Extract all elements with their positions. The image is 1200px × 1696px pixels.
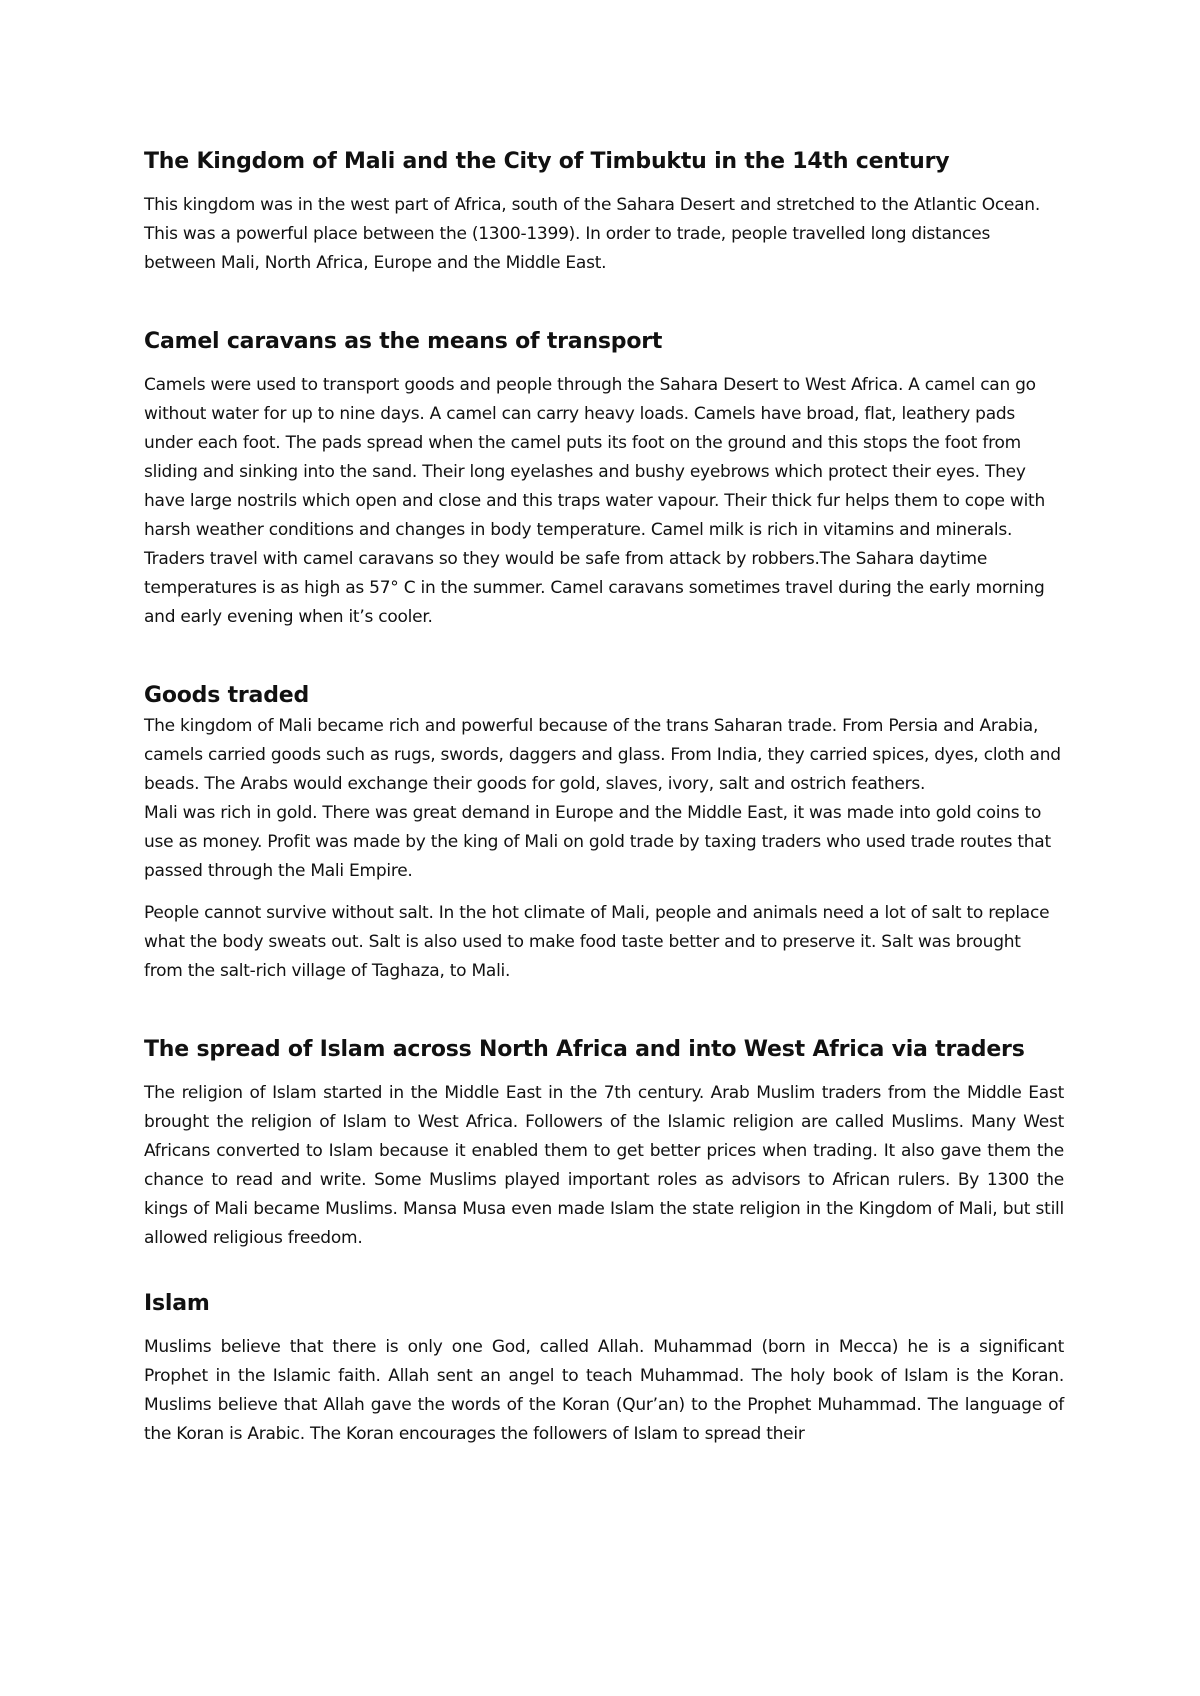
spread-of-islam-heading: The spread of Islam across North Africa and into West Africa via traders xyxy=(144,1037,1025,1062)
goods-traded-paragraph: The kingdom of Mali became rich and powerful because of the trans Saharan trade. From Persia and Arabia, camels carried goods such as rugs, swords, daggers and glass. From India, they carried spices, dyes, cloth and beads. The Arabs would exchange their goods for gold, slaves, ivory, salt and ostrich feathers. xyxy=(144,716,1061,794)
salt-paragraph: People cannot survive without salt. In the hot climate of Mali, people and animals need a lot of salt to replace what the body sweats out. Salt is also used to make food taste better and to preserve it. Salt was brought from the salt-rich village of Taghaza, to Mali. xyxy=(144,903,1050,981)
islam-heading: Islam xyxy=(144,1291,210,1316)
page-title: The Kingdom of Mali and the City of Timbuktu in the 14th century xyxy=(144,149,950,174)
spread-of-islam-paragraph: The religion of Islam started in the Middle East in the 7th century. Arab Muslim traders from the Middle East brought the religion of Islam to West Africa. Followers of the Islamic religion are called Muslims. Many West Africans converted to Islam because it enabled them to get better prices when trading. It also gave them the chance to read and write. Some Muslims played important roles as advisors to African rulers. By 1300 the kings of Mali became Muslims. Mansa Musa even made Islam the state religion in the Kingdom of Mali, but still allowed religious freedom. xyxy=(144,1083,1064,1248)
goods-traded-heading: Goods traded xyxy=(144,683,310,708)
camel-caravans-heading: Camel caravans as the means of transport xyxy=(144,329,663,354)
document-page xyxy=(144,146,1064,1449)
kingdom-intro-paragraph: This kingdom was in the west part of Africa, south of the Sahara Desert and stretched to the Atlantic Ocean. This was a powerful place between the (1300-1399). In order to trade, people travelled long distances between Mali, North Africa, Europe and the Middle East. xyxy=(144,195,1040,273)
camel-caravans-paragraph: Camels were used to transport goods and people through the Sahara Desert to West Africa. A camel can go without water for up to nine days. A camel can carry heavy loads. Camels have broad, flat, leathery pads under each foot. The pads spread when the camel puts its foot on the ground and this stops the foot from sliding and sinking into the sand. Their long eyelashes and bushy eyebrows which protect their eyes. They have large nostrils which open and close and this traps water vapour. Their thick fur helps them to cope with harsh weather conditions and changes in body temperature. Camel milk is rich in vitamins and minerals. Traders travel with camel caravans so they would be safe from attack by robbers.The Sahara daytime temperatures is as high as 57° C in the summer. Camel caravans sometimes travel during the early morning and early evening when it’s cooler. xyxy=(144,375,1045,627)
gold-paragraph: Mali was rich in gold. There was great demand in Europe and the Middle East, it was made into gold coins to use as money. Profit was made by the king of Mali on gold trade by taxing traders who used trade routes that passed through the Mali Empire. xyxy=(144,803,1051,881)
islam-paragraph: Muslims believe that there is only one God, called Allah. Muhammad (born in Mecca) he is a significant Prophet in the Islamic faith. Allah sent an angel to teach Muhammad. The holy book of Islam is the Koran. Muslims believe that Allah gave the words of the Koran (Qur’an) to the Prophet Muhammad. The language of the Koran is Arabic. The Koran encourages the followers of Islam to spread their xyxy=(144,1337,1064,1444)
